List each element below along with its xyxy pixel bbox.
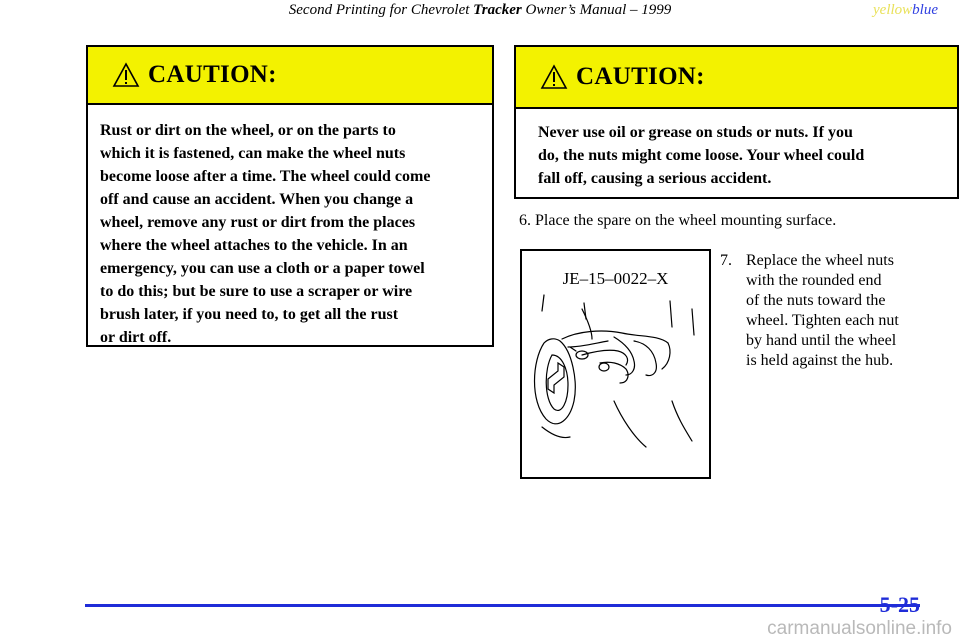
caution-line: do, the nuts might come loose. Your wheel could — [538, 147, 865, 164]
caution-text — [88, 105, 492, 349]
step-line: Replace the wheel nuts — [746, 252, 894, 269]
caution-line: off and cause an accident. When you change a — [100, 191, 414, 208]
caution-line: become loose after a time. The wheel could come — [100, 168, 431, 185]
caution-header — [88, 47, 492, 105]
caution-line: Never use oil or grease on studs or nuts. If you — [538, 124, 853, 141]
step-line: by hand until the wheel — [746, 332, 897, 349]
step-line: wheel. Tighten each nut — [746, 312, 899, 329]
warning-triangle-icon — [112, 62, 140, 88]
caution-text — [516, 109, 957, 190]
caution-line: where the wheel attaches to the vehicle. In an — [100, 237, 408, 254]
caution-line: emergency, you can use a cloth or a paper towel — [100, 260, 425, 277]
step-line: of the nuts toward the — [746, 292, 886, 309]
caution-title: CAUTION: — [576, 63, 705, 90]
figure-label: JE–15–0022–X — [562, 269, 669, 288]
caution-line: Rust or dirt on the wheel, or on the parts to — [100, 122, 396, 139]
tag-yellow: yellow — [873, 2, 913, 18]
page-number: 5-25 — [879, 592, 920, 617]
header-brand: Tracker — [473, 2, 522, 18]
caution-line: which it is fastened, can make the wheel nuts — [100, 145, 406, 162]
caution-box-oil — [514, 45, 959, 199]
caution-line: brush later, if you need to, to get all the rust — [100, 306, 399, 323]
step-6: 6. Place the spare on the wheel mounting surface. — [519, 212, 837, 229]
step-number: 7. — [720, 252, 732, 269]
print-color-tag — [873, 2, 938, 19]
caution-header — [516, 47, 957, 109]
hand-tightening-nut-drawing — [522, 251, 709, 477]
step-7 — [720, 251, 899, 371]
header-suffix: Owner’s Manual – 1999 — [521, 2, 672, 18]
footer-rule — [85, 604, 920, 607]
watermark: carmanualsonline.info — [767, 618, 952, 639]
caution-line: fall off, causing a serious accident. — [538, 170, 772, 187]
tag-blue: blue — [912, 2, 938, 18]
header-prefix: Second Printing for Chevrolet — [288, 2, 474, 18]
running-header — [0, 2, 960, 19]
caution-line: to do this; but be sure to use a scraper or wire — [100, 283, 413, 300]
step-line: is held against the hub. — [746, 352, 894, 369]
caution-line: wheel, remove any rust or dirt from the places — [100, 214, 416, 231]
step-text — [746, 251, 899, 371]
warning-triangle-icon — [540, 64, 568, 90]
step-line: with the rounded end — [746, 272, 882, 289]
caution-box-rust — [86, 45, 494, 347]
caution-title: CAUTION: — [148, 61, 277, 88]
wheel-nut-illustration — [520, 249, 711, 479]
caution-line: or dirt off. — [100, 329, 172, 346]
